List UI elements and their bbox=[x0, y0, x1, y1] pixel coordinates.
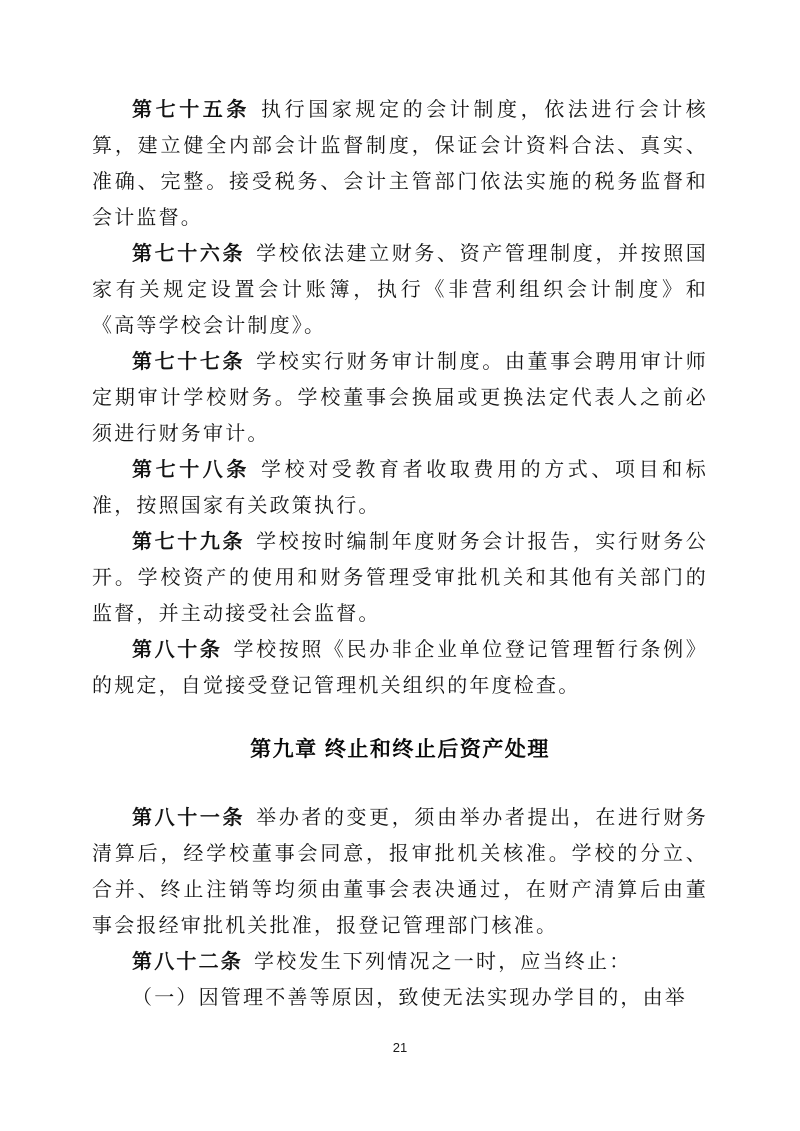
article-82-number: 第八十二条 bbox=[132, 951, 243, 973]
article-76-paragraph bbox=[92, 236, 708, 344]
article-82-paragraph bbox=[92, 944, 708, 980]
article-79-paragraph bbox=[92, 524, 708, 632]
article-77-paragraph bbox=[92, 344, 708, 452]
article-75-text: 执行国家规定的会计制度，依法进行会计核算，建立健全内部会计监督制度，保证会计资料合法、真实、准确、完整。接受税务、会计主管部门依法实施的税务监督和会计监督。 bbox=[92, 99, 708, 229]
article-78-text: 学校对受教育者收取费用的方式、项目和标准，按照国家有关政策执行。 bbox=[92, 459, 708, 517]
article-82-text: 学校发生下列情况之一时，应当终止： bbox=[254, 951, 632, 973]
article-77-number: 第七十七条 bbox=[132, 351, 246, 373]
article-81-number: 第八十一条 bbox=[132, 807, 246, 829]
list-item-1: （一）因管理不善等原因，致使无法实现办学目的，由举 bbox=[132, 987, 687, 1009]
chapter-9-heading: 第九章 终止和终止后资产处理 bbox=[250, 738, 550, 761]
article-76-number: 第七十六条 bbox=[132, 243, 246, 265]
article-80-number: 第八十条 bbox=[132, 639, 223, 661]
article-79-text: 学校按时编制年度财务会计报告，实行财务公开。学校资产的使用和财务管理受审批机关和其他有关部门的监督，并主动接受社会监督。 bbox=[92, 531, 709, 625]
article-77-text: 学校实行财务审计制度。由董事会聘用审计师定期审计学校财务。学校董事会换届或更换法定代表人之前必须进行财务审计。 bbox=[92, 351, 709, 445]
article-81-paragraph bbox=[92, 800, 708, 944]
article-78-paragraph bbox=[92, 452, 708, 524]
article-79-number: 第七十九条 bbox=[132, 531, 246, 553]
article-76-text: 学校依法建立财务、资产管理制度，并按照国家有关规定设置会计账簿，执行《非营利组织会计制度》和《高等学校会计制度》。 bbox=[92, 243, 709, 337]
article-75-paragraph bbox=[92, 92, 708, 236]
article-80-paragraph bbox=[92, 632, 708, 704]
article-80-text: 学校按照《民办非企业单位登记管理暂行条例》的规定，自觉接受登记管理机关组织的年度检查。 bbox=[92, 639, 708, 697]
article-78-number: 第七十八条 bbox=[132, 459, 250, 481]
article-81-text: 举办者的变更，须由举办者提出，在进行财务清算后，经学校董事会同意，报审批机关核准。学校的分立、合并、终止注销等均须由董事会表决通过，在财产清算后由董事会报经审批机关批准，报登记管理部门核准。 bbox=[92, 807, 709, 937]
article-75-number: 第七十五条 bbox=[132, 99, 250, 121]
page-number: 21 bbox=[392, 1040, 408, 1055]
